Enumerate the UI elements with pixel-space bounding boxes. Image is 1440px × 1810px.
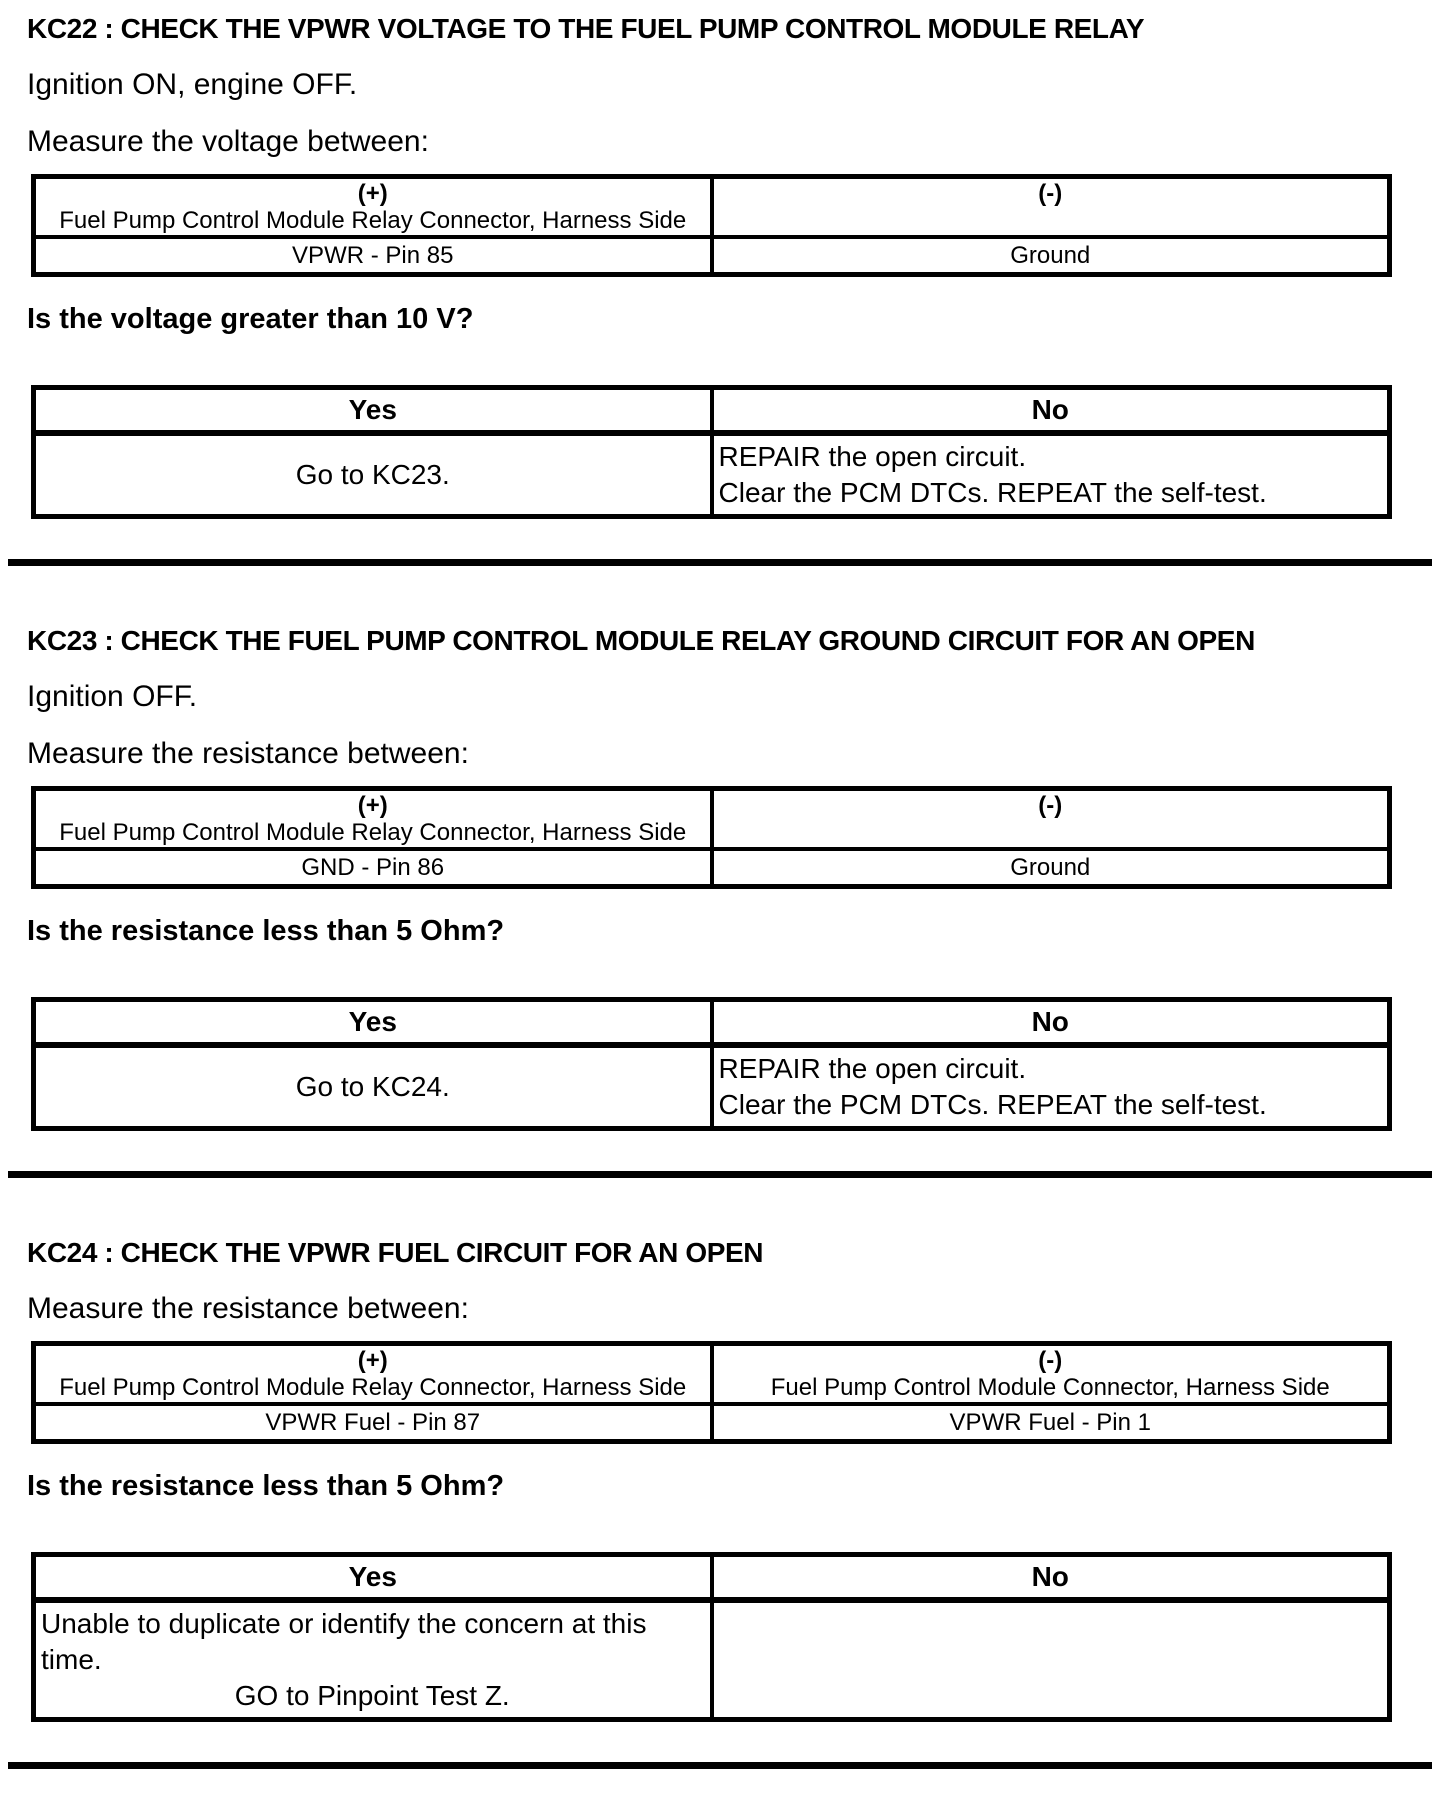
table-row: [34, 849, 1390, 887]
negative-connector-label: Fuel Pump Control Module Connector, Harness Side: [770, 1374, 1330, 1401]
test-question-kc22: Is the voltage greater than 10 V?: [27, 303, 474, 335]
positive-header-cell: [34, 177, 712, 238]
table-row: [34, 388, 1390, 434]
negative-header-cell: [712, 1344, 1390, 1405]
negative-sign-label: (-): [1038, 792, 1063, 819]
no-header-cell: No: [712, 1000, 1390, 1046]
section-kc22: [27, 12, 1392, 519]
yes-action-cell: Go to KC24.: [34, 1045, 712, 1129]
no-header-cell: No: [712, 388, 1390, 434]
positive-point-cell: VPWR Fuel - Pin 87: [34, 1404, 712, 1442]
yes-action-line: GO to Pinpoint Test Z.: [234, 1680, 510, 1711]
result-table-kc24: [31, 1552, 1392, 1722]
negative-point-cell: Ground: [712, 849, 1390, 887]
measurement-points-table-kc22: [31, 174, 1392, 277]
yes-action-cell: Go to KC23.: [34, 433, 712, 517]
test-instruction-kc23: Measure the resistance between:: [27, 737, 469, 770]
negative-point-cell: Ground: [712, 237, 1390, 275]
section-title-kc23: KC23 : CHECK THE FUEL PUMP CONTROL MODULE RELAY GROUND CIRCUIT FOR AN OPEN: [27, 625, 1255, 656]
yes-header-cell: Yes: [34, 388, 712, 434]
no-action-cell: [712, 1045, 1390, 1129]
yes-action-line: Unable to duplicate or identify the concern at this time.: [41, 1608, 647, 1675]
positive-point-cell: VPWR - Pin 85: [34, 237, 712, 275]
table-row: [34, 433, 1390, 517]
no-header-cell: No: [712, 1555, 1390, 1601]
no-action-cell: [712, 1600, 1390, 1720]
yes-header-cell: Yes: [34, 1000, 712, 1046]
no-action-line: REPAIR the open circuit.: [718, 1053, 1027, 1084]
table-row: [34, 1404, 1390, 1442]
table-row: [34, 1000, 1390, 1046]
table-row: [34, 1600, 1390, 1720]
section-title-kc22: KC22 : CHECK THE VPWR VOLTAGE TO THE FUEL PUMP CONTROL MODULE RELAY: [27, 13, 1145, 44]
section-kc23: [27, 624, 1392, 1131]
table-row: [34, 1344, 1390, 1405]
test-instruction-kc22: Measure the voltage between:: [27, 125, 429, 158]
table-row: [34, 1555, 1390, 1601]
positive-connector-label: Fuel Pump Control Module Relay Connector, Harness Side: [59, 207, 687, 234]
test-condition-kc22: Ignition ON, engine OFF.: [27, 68, 358, 101]
positive-sign-label: (+): [357, 1347, 388, 1374]
no-action-line: Clear the PCM DTCs. REPEAT the self-test.: [718, 1089, 1267, 1120]
table-row: [34, 177, 1390, 238]
no-action-cell: [712, 433, 1390, 517]
negative-point-cell: VPWR Fuel - Pin 1: [712, 1404, 1390, 1442]
section-separator: [8, 1762, 1432, 1769]
positive-connector-label: Fuel Pump Control Module Relay Connector, Harness Side: [59, 1374, 687, 1401]
measurement-points-table-kc24: [31, 1341, 1392, 1444]
yes-action-cell: [34, 1600, 712, 1720]
negative-header-cell: [712, 789, 1390, 850]
positive-sign-label: (+): [357, 180, 388, 207]
test-question-kc23: Is the resistance less than 5 Ohm?: [27, 915, 505, 947]
negative-header-cell: [712, 177, 1390, 238]
test-condition-kc23: Ignition OFF.: [27, 680, 198, 713]
positive-connector-label: Fuel Pump Control Module Relay Connector, Harness Side: [59, 819, 687, 846]
no-action-line: REPAIR the open circuit.: [718, 441, 1027, 472]
negative-sign-label: (-): [1038, 180, 1063, 207]
section-title-kc24: KC24 : CHECK THE VPWR FUEL CIRCUIT FOR AN OPEN: [27, 1237, 764, 1268]
positive-sign-label: (+): [357, 792, 388, 819]
table-row: [34, 1045, 1390, 1129]
table-row: [34, 789, 1390, 850]
result-table-kc22: [31, 385, 1392, 519]
section-separator: [8, 1171, 1432, 1178]
positive-header-cell: [34, 1344, 712, 1405]
positive-header-cell: [34, 789, 712, 850]
section-kc24: [27, 1236, 1392, 1722]
section-separator: [8, 559, 1432, 566]
measurement-points-table-kc23: [31, 786, 1392, 889]
yes-header-cell: Yes: [34, 1555, 712, 1601]
test-instruction-kc24: Measure the resistance between:: [27, 1292, 469, 1325]
positive-point-cell: GND - Pin 86: [34, 849, 712, 887]
no-action-line: Clear the PCM DTCs. REPEAT the self-test.: [718, 477, 1267, 508]
negative-sign-label: (-): [1038, 1347, 1063, 1374]
test-question-kc24: Is the resistance less than 5 Ohm?: [27, 1470, 505, 1502]
table-row: [34, 237, 1390, 275]
result-table-kc23: [31, 997, 1392, 1131]
